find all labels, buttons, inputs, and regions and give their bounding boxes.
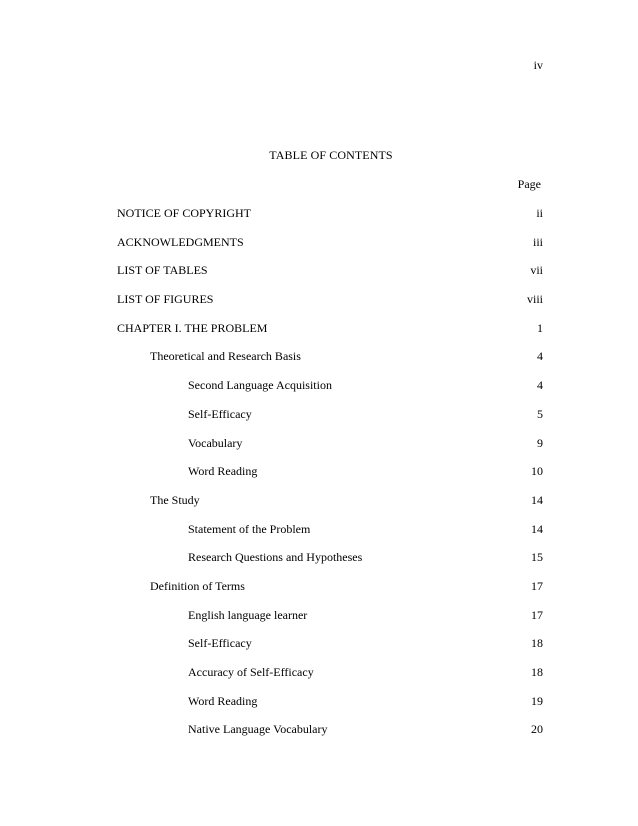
- toc-entry-label: The Study: [150, 492, 200, 507]
- toc-entry-label: Word Reading: [188, 464, 258, 479]
- toc-entry[interactable]: [117, 464, 543, 493]
- toc-list: [117, 206, 543, 751]
- toc-entry-label: Theoretical and Research Basis: [150, 349, 301, 364]
- toc-entry-label: ACKNOWLEDGMENTS: [117, 234, 244, 249]
- toc-entry-label: Second Language Acquisition: [188, 378, 332, 393]
- toc-entry-label: English language learner: [188, 607, 308, 622]
- toc-entry-page: viii: [526, 292, 543, 307]
- page-column-heading: Page: [517, 177, 541, 191]
- toc-entry-label: Vocabulary: [188, 435, 243, 450]
- toc-entry[interactable]: [117, 407, 543, 436]
- toc-entry-page: 17: [531, 607, 543, 622]
- toc-entry-page: 19: [531, 693, 543, 708]
- toc-entry-page: 18: [531, 665, 543, 679]
- toc-entry-page: 5: [537, 406, 543, 421]
- toc-entry-label: Statement of the Problem: [188, 521, 311, 536]
- toc-entry[interactable]: [117, 694, 543, 723]
- toc-entry[interactable]: [117, 378, 543, 407]
- toc-entry[interactable]: [117, 263, 543, 292]
- toc-entry-label: Research Questions and Hypotheses: [188, 550, 363, 565]
- toc-entry[interactable]: [117, 292, 543, 321]
- toc-entry-label: Word Reading: [188, 693, 258, 708]
- toc-entry-page: 17: [531, 578, 543, 593]
- page-number: iv: [533, 58, 543, 72]
- page-title: [0, 148, 638, 163]
- toc-entry[interactable]: [117, 436, 543, 465]
- toc-entry-page: 18: [531, 636, 543, 651]
- toc-entry[interactable]: [117, 636, 543, 665]
- toc-entry[interactable]: [117, 349, 543, 378]
- toc-entry[interactable]: [117, 665, 543, 694]
- toc-entry-label: NOTICE OF COPYRIGHT: [117, 206, 252, 220]
- toc-entry-page: 9: [537, 435, 543, 450]
- toc-entry-label: LIST OF TABLES: [117, 263, 208, 278]
- toc-entry[interactable]: [117, 206, 543, 235]
- toc-entry[interactable]: [117, 321, 543, 350]
- toc-entry-label: LIST OF FIGURES: [117, 292, 214, 307]
- toc-entry-page: 14: [531, 521, 543, 536]
- toc-entry-page: 14: [531, 492, 543, 507]
- toc-entry[interactable]: [117, 550, 543, 579]
- toc-entry[interactable]: [117, 722, 543, 751]
- toc-entry-label: CHAPTER I. THE PROBLEM: [117, 320, 268, 335]
- toc-entry-page: ii: [536, 206, 543, 220]
- toc-entry-page: 4: [537, 378, 543, 393]
- toc-entry-page: 10: [531, 464, 543, 479]
- toc-entry-page: 20: [531, 722, 543, 737]
- toc-entry-label: Self-Efficacy: [188, 636, 252, 651]
- page-title-text: TABLE OF CONTENTS: [269, 148, 393, 162]
- toc-entry-label: Native Language Vocabulary: [188, 722, 328, 737]
- toc-entry-page: iii: [532, 234, 543, 249]
- toc-entry[interactable]: [117, 235, 543, 264]
- toc-entry-label: Accuracy of Self-Efficacy: [188, 665, 314, 679]
- toc-entry-label: Self-Efficacy: [188, 406, 252, 421]
- toc-entry-label: Definition of Terms: [150, 578, 245, 593]
- toc-entry[interactable]: [117, 493, 543, 522]
- toc-entry-page: vii: [530, 263, 543, 278]
- toc-entry-page: 1: [537, 320, 543, 335]
- toc-entry[interactable]: [117, 522, 543, 551]
- toc-entry-page: 15: [531, 550, 543, 565]
- toc-entry-page: 4: [537, 349, 543, 364]
- toc-entry[interactable]: [117, 579, 543, 608]
- toc-entry[interactable]: [117, 608, 543, 637]
